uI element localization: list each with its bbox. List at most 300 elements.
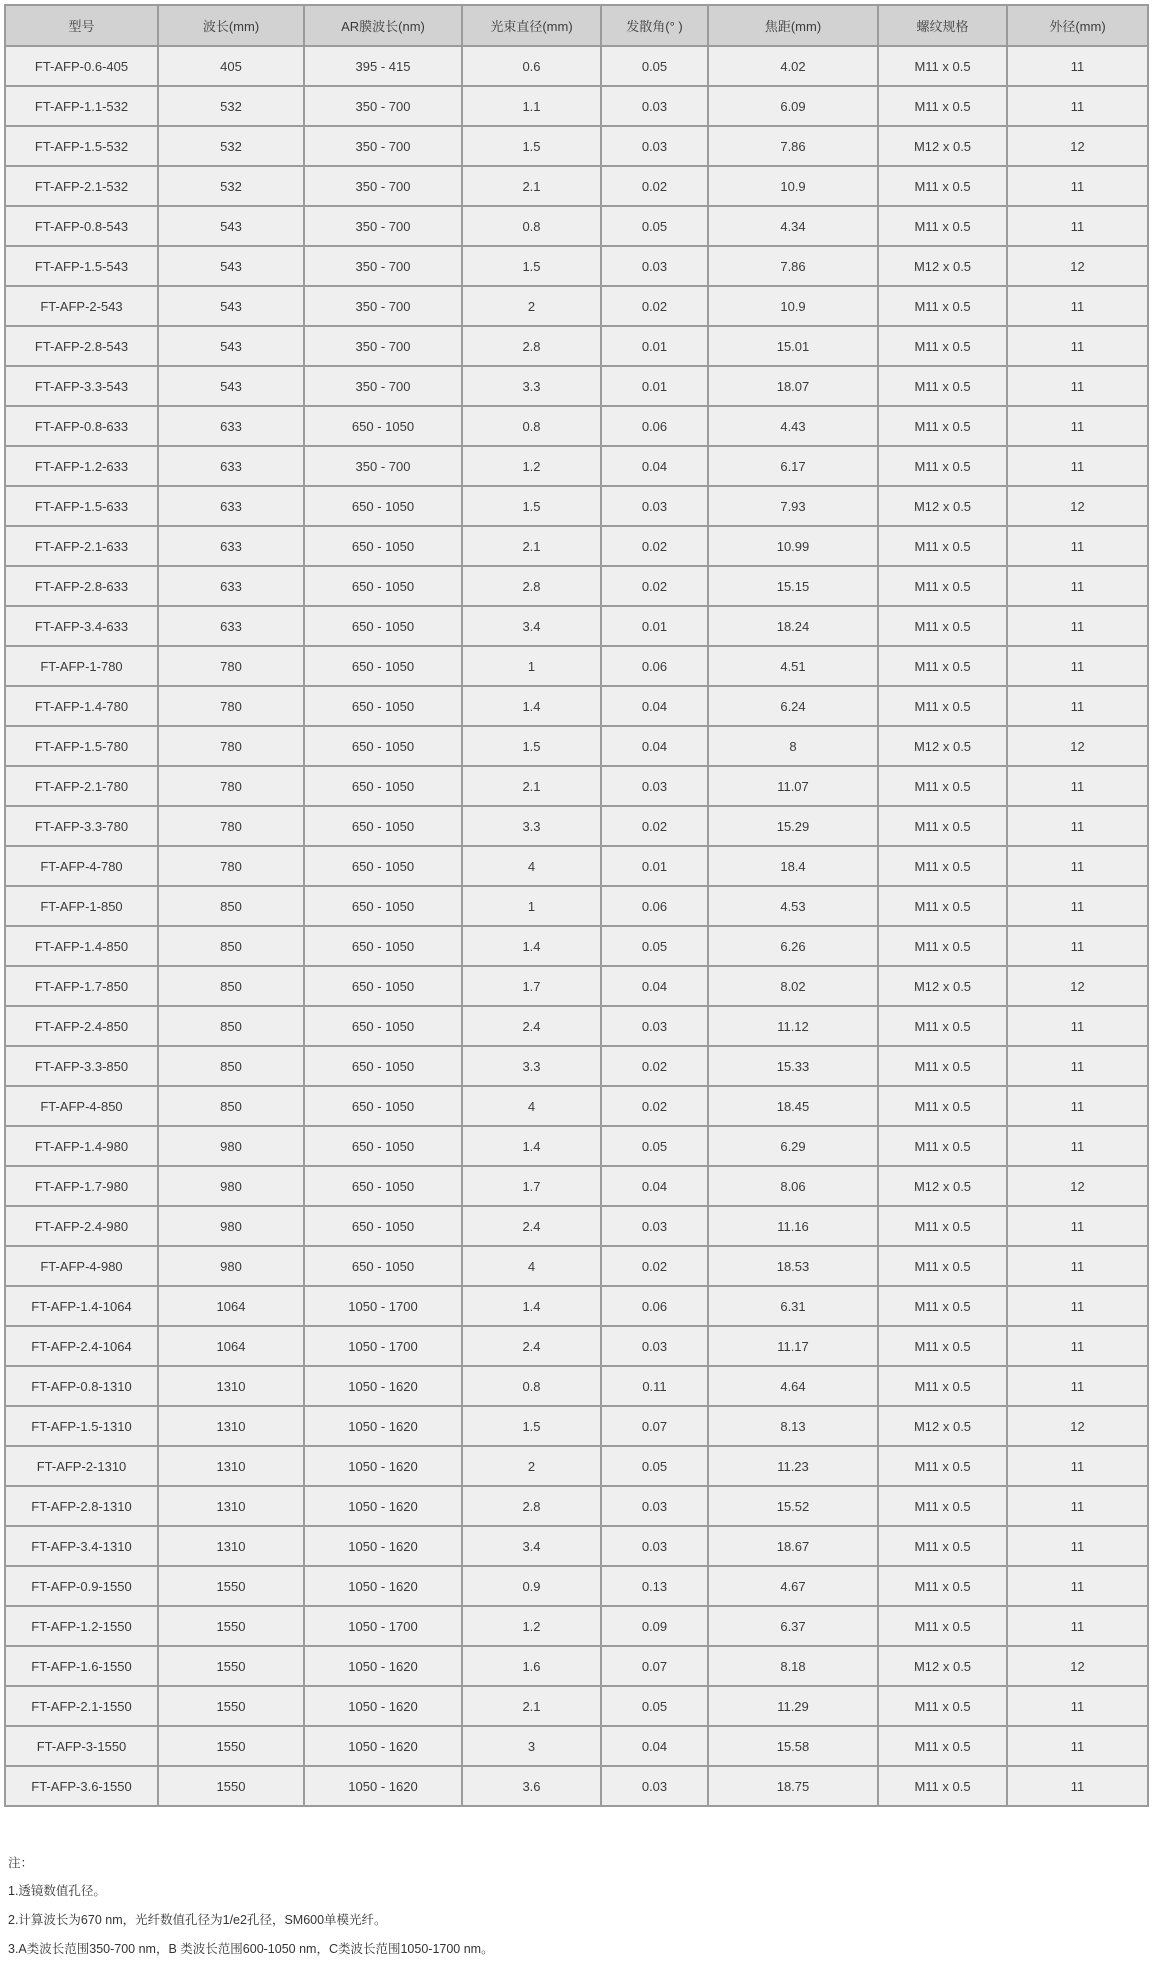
cell: 4.34 bbox=[708, 206, 878, 246]
cell: 1550 bbox=[158, 1726, 304, 1766]
table-row bbox=[5, 1606, 1148, 1646]
cell: 0.03 bbox=[601, 766, 708, 806]
cell: 15.52 bbox=[708, 1486, 878, 1526]
cell: 7.93 bbox=[708, 486, 878, 526]
cell: 1050 - 1620 bbox=[304, 1766, 462, 1806]
cell: 0.06 bbox=[601, 886, 708, 926]
cell: M11 x 0.5 bbox=[878, 1686, 1007, 1726]
cell: 11 bbox=[1007, 686, 1148, 726]
cell: 6.26 bbox=[708, 926, 878, 966]
cell: 1.5 bbox=[462, 726, 601, 766]
cell: 11 bbox=[1007, 166, 1148, 206]
table-row bbox=[5, 1526, 1148, 1566]
table-row bbox=[5, 166, 1148, 206]
cell: 11 bbox=[1007, 1206, 1148, 1246]
cell: 12 bbox=[1007, 246, 1148, 286]
cell: FT-AFP-3.3-780 bbox=[5, 806, 158, 846]
cell: 650 - 1050 bbox=[304, 406, 462, 446]
cell: M11 x 0.5 bbox=[878, 1366, 1007, 1406]
cell: 0.6 bbox=[462, 46, 601, 86]
cell: M11 x 0.5 bbox=[878, 686, 1007, 726]
cell: M11 x 0.5 bbox=[878, 926, 1007, 966]
cell: 543 bbox=[158, 366, 304, 406]
cell: 1.5 bbox=[462, 1406, 601, 1446]
cell: 11 bbox=[1007, 1126, 1148, 1166]
cell: M11 x 0.5 bbox=[878, 206, 1007, 246]
cell: 8.18 bbox=[708, 1646, 878, 1686]
cell: 980 bbox=[158, 1206, 304, 1246]
cell: 11 bbox=[1007, 286, 1148, 326]
table-row bbox=[5, 1566, 1148, 1606]
cell: 4 bbox=[462, 1086, 601, 1126]
cell: 12 bbox=[1007, 966, 1148, 1006]
table-row bbox=[5, 1406, 1148, 1446]
column-header: 型号 bbox=[5, 5, 158, 46]
cell: 0.07 bbox=[601, 1406, 708, 1446]
cell: 1310 bbox=[158, 1406, 304, 1446]
cell: 12 bbox=[1007, 1646, 1148, 1686]
cell: 15.29 bbox=[708, 806, 878, 846]
cell: 350 - 700 bbox=[304, 166, 462, 206]
cell: FT-AFP-1.4-850 bbox=[5, 926, 158, 966]
cell: 650 - 1050 bbox=[304, 726, 462, 766]
cell: 0.05 bbox=[601, 926, 708, 966]
cell: 4 bbox=[462, 846, 601, 886]
cell: 405 bbox=[158, 46, 304, 86]
note-line: 3.A类波长范围350-700 nm，B 类波长范围600-1050 nm，C类波长范围1050-1700 nm。 bbox=[8, 1942, 494, 1956]
cell: FT-AFP-1.5-532 bbox=[5, 126, 158, 166]
cell: 3.3 bbox=[462, 366, 601, 406]
cell: 11 bbox=[1007, 206, 1148, 246]
cell: FT-AFP-1.4-980 bbox=[5, 1126, 158, 1166]
cell: M12 x 0.5 bbox=[878, 486, 1007, 526]
cell: 3.6 bbox=[462, 1766, 601, 1806]
cell: M11 x 0.5 bbox=[878, 526, 1007, 566]
cell: M11 x 0.5 bbox=[878, 366, 1007, 406]
cell: 11 bbox=[1007, 1286, 1148, 1326]
table-row bbox=[5, 1486, 1148, 1526]
table-row bbox=[5, 1246, 1148, 1286]
table-header-row bbox=[5, 5, 1148, 46]
table-row bbox=[5, 1166, 1148, 1206]
cell: 0.8 bbox=[462, 206, 601, 246]
cell: FT-AFP-2.1-780 bbox=[5, 766, 158, 806]
cell: 6.31 bbox=[708, 1286, 878, 1326]
cell: 18.45 bbox=[708, 1086, 878, 1126]
column-header: 波长(mm) bbox=[158, 5, 304, 46]
cell: 11.16 bbox=[708, 1206, 878, 1246]
cell: 2.8 bbox=[462, 1486, 601, 1526]
cell: M11 x 0.5 bbox=[878, 1286, 1007, 1326]
cell: FT-AFP-2.1-532 bbox=[5, 166, 158, 206]
cell: 15.15 bbox=[708, 566, 878, 606]
cell: 0.07 bbox=[601, 1646, 708, 1686]
cell: 15.33 bbox=[708, 1046, 878, 1086]
cell: 8.02 bbox=[708, 966, 878, 1006]
cell: 650 - 1050 bbox=[304, 926, 462, 966]
table-row bbox=[5, 46, 1148, 86]
cell: 10.9 bbox=[708, 286, 878, 326]
cell: 1550 bbox=[158, 1566, 304, 1606]
table-row bbox=[5, 1446, 1148, 1486]
cell: M11 x 0.5 bbox=[878, 1446, 1007, 1486]
table-row bbox=[5, 286, 1148, 326]
cell: 1064 bbox=[158, 1286, 304, 1326]
notes-title: 注： bbox=[8, 1856, 34, 1870]
cell: 0.02 bbox=[601, 286, 708, 326]
cell: FT-AFP-2.1-633 bbox=[5, 526, 158, 566]
table-row bbox=[5, 406, 1148, 446]
cell: FT-AFP-1.6-1550 bbox=[5, 1646, 158, 1686]
cell: 0.03 bbox=[601, 1326, 708, 1366]
cell: FT-AFP-1-850 bbox=[5, 886, 158, 926]
cell: 0.02 bbox=[601, 566, 708, 606]
column-header: 光束直径(mm) bbox=[462, 5, 601, 46]
table-row bbox=[5, 446, 1148, 486]
cell: 11 bbox=[1007, 886, 1148, 926]
cell: M11 x 0.5 bbox=[878, 1566, 1007, 1606]
cell: M11 x 0.5 bbox=[878, 166, 1007, 206]
cell: 12 bbox=[1007, 486, 1148, 526]
cell: 0.04 bbox=[601, 726, 708, 766]
cell: M12 x 0.5 bbox=[878, 246, 1007, 286]
cell: 11 bbox=[1007, 46, 1148, 86]
cell: 11 bbox=[1007, 1086, 1148, 1126]
cell: M11 x 0.5 bbox=[878, 646, 1007, 686]
cell: 0.8 bbox=[462, 406, 601, 446]
cell: 1.2 bbox=[462, 1606, 601, 1646]
cell: 12 bbox=[1007, 726, 1148, 766]
table-row bbox=[5, 326, 1148, 366]
note-line: 2.计算波长为670 nm，光纤数值孔径为1/e2孔径，SM600单模光纤。 bbox=[8, 1913, 387, 1927]
cell: 633 bbox=[158, 406, 304, 446]
cell: M11 x 0.5 bbox=[878, 766, 1007, 806]
cell: 1550 bbox=[158, 1686, 304, 1726]
cell: 2.1 bbox=[462, 766, 601, 806]
cell: 0.03 bbox=[601, 1486, 708, 1526]
cell: M11 x 0.5 bbox=[878, 1086, 1007, 1126]
cell: 650 - 1050 bbox=[304, 846, 462, 886]
cell: 2.1 bbox=[462, 1686, 601, 1726]
cell: 18.07 bbox=[708, 366, 878, 406]
cell: 780 bbox=[158, 686, 304, 726]
cell: 1 bbox=[462, 886, 601, 926]
cell: 18.24 bbox=[708, 606, 878, 646]
cell: FT-AFP-4-850 bbox=[5, 1086, 158, 1126]
cell: 1550 bbox=[158, 1606, 304, 1646]
cell: 0.03 bbox=[601, 86, 708, 126]
cell: 4.53 bbox=[708, 886, 878, 926]
cell: 0.02 bbox=[601, 806, 708, 846]
cell: 0.04 bbox=[601, 686, 708, 726]
cell: FT-AFP-1.1-532 bbox=[5, 86, 158, 126]
cell: 532 bbox=[158, 126, 304, 166]
cell: 0.03 bbox=[601, 1206, 708, 1246]
cell: 1050 - 1620 bbox=[304, 1526, 462, 1566]
cell: FT-AFP-1-780 bbox=[5, 646, 158, 686]
cell: M12 x 0.5 bbox=[878, 1166, 1007, 1206]
cell: 350 - 700 bbox=[304, 366, 462, 406]
cell: M11 x 0.5 bbox=[878, 1046, 1007, 1086]
cell: 8.06 bbox=[708, 1166, 878, 1206]
cell: 1064 bbox=[158, 1326, 304, 1366]
cell: FT-AFP-2.4-1064 bbox=[5, 1326, 158, 1366]
cell: 11.17 bbox=[708, 1326, 878, 1366]
cell: 780 bbox=[158, 846, 304, 886]
cell: 0.05 bbox=[601, 1446, 708, 1486]
cell: M11 x 0.5 bbox=[878, 566, 1007, 606]
cell: 11 bbox=[1007, 1606, 1148, 1646]
cell: 850 bbox=[158, 966, 304, 1006]
cell: 850 bbox=[158, 1046, 304, 1086]
cell: 4.43 bbox=[708, 406, 878, 446]
cell: 780 bbox=[158, 726, 304, 766]
cell: 12 bbox=[1007, 126, 1148, 166]
cell: FT-AFP-0.8-543 bbox=[5, 206, 158, 246]
table-row bbox=[5, 806, 1148, 846]
cell: 0.04 bbox=[601, 966, 708, 1006]
cell: 11 bbox=[1007, 766, 1148, 806]
cell: 1.5 bbox=[462, 126, 601, 166]
cell: FT-AFP-1.7-980 bbox=[5, 1166, 158, 1206]
cell: 1.4 bbox=[462, 1286, 601, 1326]
cell: 0.04 bbox=[601, 1726, 708, 1766]
cell: 1.7 bbox=[462, 966, 601, 1006]
cell: FT-AFP-1.5-1310 bbox=[5, 1406, 158, 1446]
cell: 0.13 bbox=[601, 1566, 708, 1606]
cell: 633 bbox=[158, 486, 304, 526]
cell: 11 bbox=[1007, 1366, 1148, 1406]
table-row bbox=[5, 646, 1148, 686]
cell: M11 x 0.5 bbox=[878, 406, 1007, 446]
cell: 0.01 bbox=[601, 606, 708, 646]
cell: 11 bbox=[1007, 326, 1148, 366]
cell: 350 - 700 bbox=[304, 246, 462, 286]
cell: 0.02 bbox=[601, 166, 708, 206]
table-row bbox=[5, 1086, 1148, 1126]
product-spec-table bbox=[4, 4, 1149, 1807]
cell: 1 bbox=[462, 646, 601, 686]
cell: 11 bbox=[1007, 1686, 1148, 1726]
cell: 11 bbox=[1007, 1046, 1148, 1086]
table-row bbox=[5, 1206, 1148, 1246]
cell: 0.8 bbox=[462, 1366, 601, 1406]
table-row bbox=[5, 766, 1148, 806]
cell: M11 x 0.5 bbox=[878, 806, 1007, 846]
column-header: 螺纹规格 bbox=[878, 5, 1007, 46]
cell: 1050 - 1620 bbox=[304, 1406, 462, 1446]
column-header: 发散角(° ) bbox=[601, 5, 708, 46]
table-row bbox=[5, 1686, 1148, 1726]
cell: 3 bbox=[462, 1726, 601, 1766]
cell: 650 - 1050 bbox=[304, 1166, 462, 1206]
cell: FT-AFP-1.5-633 bbox=[5, 486, 158, 526]
cell: 1050 - 1620 bbox=[304, 1486, 462, 1526]
cell: 7.86 bbox=[708, 126, 878, 166]
table-row bbox=[5, 686, 1148, 726]
cell: 633 bbox=[158, 606, 304, 646]
cell: 11 bbox=[1007, 1766, 1148, 1806]
cell: 15.01 bbox=[708, 326, 878, 366]
cell: 1050 - 1620 bbox=[304, 1726, 462, 1766]
cell: M11 x 0.5 bbox=[878, 1246, 1007, 1286]
cell: 2.4 bbox=[462, 1206, 601, 1246]
cell: 4.64 bbox=[708, 1366, 878, 1406]
cell: 543 bbox=[158, 286, 304, 326]
cell: FT-AFP-1.2-633 bbox=[5, 446, 158, 486]
cell: M11 x 0.5 bbox=[878, 1006, 1007, 1046]
cell: 11 bbox=[1007, 1566, 1148, 1606]
cell: 0.05 bbox=[601, 206, 708, 246]
table-row bbox=[5, 86, 1148, 126]
cell: M11 x 0.5 bbox=[878, 446, 1007, 486]
cell: M11 x 0.5 bbox=[878, 46, 1007, 86]
cell: 543 bbox=[158, 326, 304, 366]
table-row bbox=[5, 1326, 1148, 1366]
cell: 3.4 bbox=[462, 606, 601, 646]
cell: 0.02 bbox=[601, 1046, 708, 1086]
note-line: 1.透镜数值孔径。 bbox=[8, 1884, 106, 1898]
cell: 6.24 bbox=[708, 686, 878, 726]
cell: 8.13 bbox=[708, 1406, 878, 1446]
cell: 850 bbox=[158, 886, 304, 926]
cell: 1050 - 1620 bbox=[304, 1566, 462, 1606]
cell: FT-AFP-3.4-1310 bbox=[5, 1526, 158, 1566]
cell: 1.1 bbox=[462, 86, 601, 126]
cell: 12 bbox=[1007, 1166, 1148, 1206]
cell: 850 bbox=[158, 1006, 304, 1046]
cell: 11 bbox=[1007, 606, 1148, 646]
cell: 2.1 bbox=[462, 166, 601, 206]
cell: 0.05 bbox=[601, 1686, 708, 1726]
cell: FT-AFP-2.8-1310 bbox=[5, 1486, 158, 1526]
cell: 0.01 bbox=[601, 366, 708, 406]
cell: 350 - 700 bbox=[304, 446, 462, 486]
cell: 0.03 bbox=[601, 1526, 708, 1566]
cell: 11 bbox=[1007, 1726, 1148, 1766]
cell: M12 x 0.5 bbox=[878, 126, 1007, 166]
cell: 350 - 700 bbox=[304, 86, 462, 126]
cell: 6.17 bbox=[708, 446, 878, 486]
cell: 2.1 bbox=[462, 526, 601, 566]
cell: 1050 - 1620 bbox=[304, 1366, 462, 1406]
cell: 1310 bbox=[158, 1446, 304, 1486]
cell: 10.9 bbox=[708, 166, 878, 206]
cell: 8 bbox=[708, 726, 878, 766]
cell: M11 x 0.5 bbox=[878, 326, 1007, 366]
cell: 11 bbox=[1007, 1326, 1148, 1366]
cell: 650 - 1050 bbox=[304, 646, 462, 686]
table-row bbox=[5, 886, 1148, 926]
cell: M11 x 0.5 bbox=[878, 286, 1007, 326]
cell: 0.06 bbox=[601, 1286, 708, 1326]
cell: 2 bbox=[462, 286, 601, 326]
cell: 11 bbox=[1007, 646, 1148, 686]
cell: 2.8 bbox=[462, 566, 601, 606]
cell: 0.02 bbox=[601, 526, 708, 566]
cell: 350 - 700 bbox=[304, 126, 462, 166]
cell: FT-AFP-2.4-980 bbox=[5, 1206, 158, 1246]
cell: 650 - 1050 bbox=[304, 806, 462, 846]
cell: 650 - 1050 bbox=[304, 566, 462, 606]
cell: M12 x 0.5 bbox=[878, 1646, 1007, 1686]
cell: 650 - 1050 bbox=[304, 966, 462, 1006]
cell: FT-AFP-0.6-405 bbox=[5, 46, 158, 86]
table-row bbox=[5, 246, 1148, 286]
cell: 780 bbox=[158, 646, 304, 686]
cell: 1050 - 1620 bbox=[304, 1646, 462, 1686]
cell: 4.67 bbox=[708, 1566, 878, 1606]
table-row bbox=[5, 1006, 1148, 1046]
cell: FT-AFP-1.2-1550 bbox=[5, 1606, 158, 1646]
cell: 11 bbox=[1007, 86, 1148, 126]
cell: 650 - 1050 bbox=[304, 766, 462, 806]
cell: M11 x 0.5 bbox=[878, 1326, 1007, 1366]
cell: FT-AFP-4-780 bbox=[5, 846, 158, 886]
table-row bbox=[5, 1646, 1148, 1686]
cell: 350 - 700 bbox=[304, 326, 462, 366]
cell: FT-AFP-0.9-1550 bbox=[5, 1566, 158, 1606]
cell: 850 bbox=[158, 1086, 304, 1126]
cell: 0.03 bbox=[601, 1766, 708, 1806]
cell: FT-AFP-1.5-543 bbox=[5, 246, 158, 286]
cell: 1.4 bbox=[462, 926, 601, 966]
cell: M11 x 0.5 bbox=[878, 1526, 1007, 1566]
table-row bbox=[5, 566, 1148, 606]
cell: 3.3 bbox=[462, 1046, 601, 1086]
cell: M11 x 0.5 bbox=[878, 1206, 1007, 1246]
cell: 0.06 bbox=[601, 646, 708, 686]
cell: M11 x 0.5 bbox=[878, 606, 1007, 646]
table-row bbox=[5, 926, 1148, 966]
table-row bbox=[5, 726, 1148, 766]
cell: FT-AFP-3.3-850 bbox=[5, 1046, 158, 1086]
cell: 11.07 bbox=[708, 766, 878, 806]
column-header: 焦距(mm) bbox=[708, 5, 878, 46]
cell: 11 bbox=[1007, 806, 1148, 846]
cell: M11 x 0.5 bbox=[878, 86, 1007, 126]
cell: 1310 bbox=[158, 1526, 304, 1566]
cell: 11.12 bbox=[708, 1006, 878, 1046]
cell: FT-AFP-2-1310 bbox=[5, 1446, 158, 1486]
cell: FT-AFP-1.7-850 bbox=[5, 966, 158, 1006]
cell: 650 - 1050 bbox=[304, 1206, 462, 1246]
cell: 18.67 bbox=[708, 1526, 878, 1566]
cell: FT-AFP-2.4-850 bbox=[5, 1006, 158, 1046]
cell: FT-AFP-4-980 bbox=[5, 1246, 158, 1286]
cell: 12 bbox=[1007, 1406, 1148, 1446]
cell: 650 - 1050 bbox=[304, 1246, 462, 1286]
cell: FT-AFP-2.1-1550 bbox=[5, 1686, 158, 1726]
table-row bbox=[5, 846, 1148, 886]
cell: M11 x 0.5 bbox=[878, 1606, 1007, 1646]
cell: 650 - 1050 bbox=[304, 686, 462, 726]
cell: 1.4 bbox=[462, 1126, 601, 1166]
cell: 0.02 bbox=[601, 1246, 708, 1286]
cell: 650 - 1050 bbox=[304, 886, 462, 926]
cell: 1550 bbox=[158, 1646, 304, 1686]
table-row bbox=[5, 366, 1148, 406]
table-row bbox=[5, 1126, 1148, 1166]
cell: 4 bbox=[462, 1246, 601, 1286]
cell: 2.8 bbox=[462, 326, 601, 366]
cell: FT-AFP-3.4-633 bbox=[5, 606, 158, 646]
cell: 780 bbox=[158, 806, 304, 846]
cell: 0.03 bbox=[601, 126, 708, 166]
cell: 0.09 bbox=[601, 1606, 708, 1646]
cell: 1310 bbox=[158, 1366, 304, 1406]
cell: 11 bbox=[1007, 1446, 1148, 1486]
